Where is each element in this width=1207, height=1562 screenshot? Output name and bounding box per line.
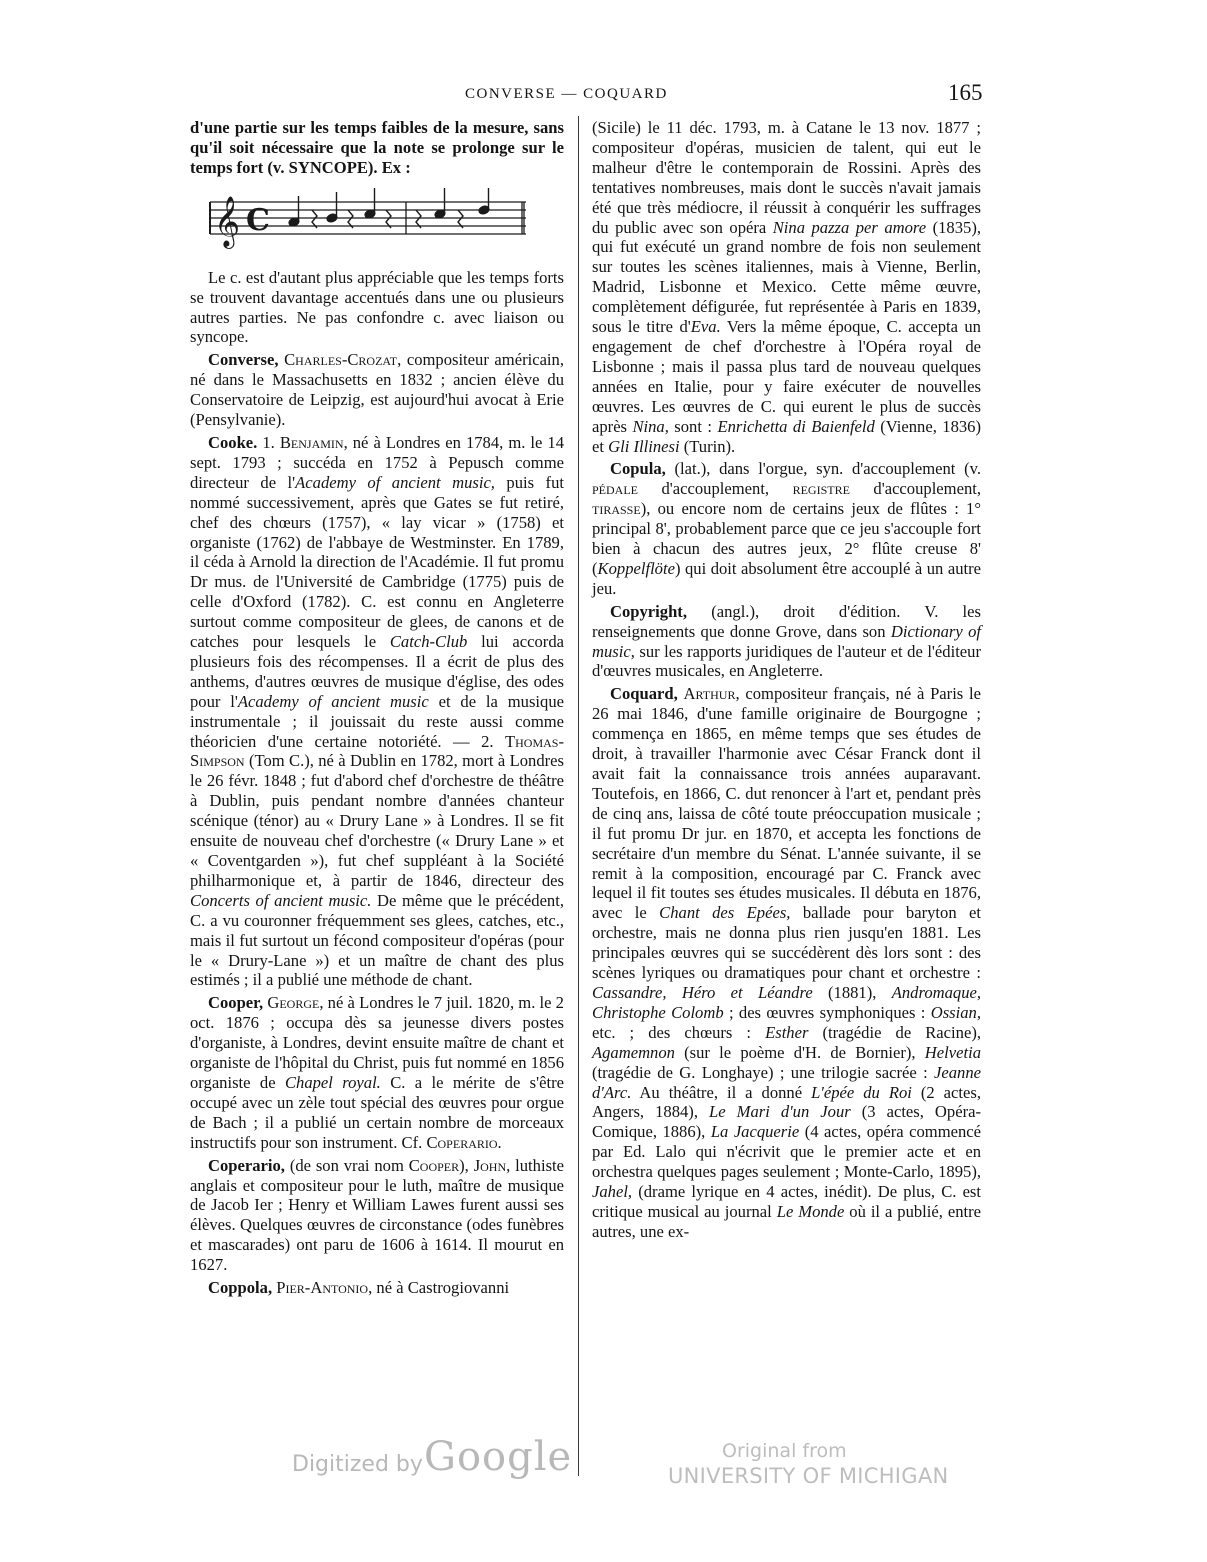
right-column: [592, 118, 981, 1245]
entry-text: sur les rapports juridiques de l'auteur et de l'éditeur d'œuvres musicales, en Angleterre.: [592, 641, 981, 681]
digitized-by-text: Digitized by: [292, 1452, 423, 1477]
accent-paragraph: Le c. est d'autant plus appréciable que les temps forts se trouvent davantage accentués dans une ou plusieurs autres parties. Ne pas confondre c. avec liaison ou syncope.: [190, 267, 564, 347]
entry-copula: [592, 459, 981, 598]
google-logo: Google: [424, 1434, 573, 1480]
headword: Coquard,: [610, 684, 678, 704]
entry-text: (angl.), droit d'édition. V. les renseignements que donne Grove, dans son: [592, 601, 981, 641]
work-title: Enrichetta di Baienfeld: [717, 416, 875, 436]
music-staff-icon: [208, 188, 526, 252]
entry-text: compositeur français, né à Paris le 26 mai 1846, d'une famille originaire de Bourgogne ; commença en 1865, en même temps que ses études de droit, à travailler l'harmonie avec César Franck dont il avait fait la connaissance trois années auparavant. Toutefois, en 1866, C. dut renoncer à l'art et, pendant près de cinq ans, laissa de côté toute préoccupation musicale ; il fut promu Dr jur. en 1870, et accepta les fonctions de secrétaire d'un membre du Sénat. L'année suivante, il se remit à la composition, encouragé par C. Franck avec lequel il fit toutes ses études musicales. Il débuta en 1876, avec le: [592, 684, 981, 923]
work-title: Dictionary of music,: [592, 621, 981, 661]
entry-copyright: [592, 602, 981, 682]
work-title: Academy of ancient music: [237, 691, 429, 711]
entry-text: (tragédie de Racine),: [808, 1022, 981, 1042]
cross-reference: tirasse: [592, 499, 641, 519]
headword: Copyright,: [610, 601, 687, 621]
cross-reference: pédale: [592, 479, 638, 499]
entry-text: 1.: [257, 432, 280, 452]
work-title: Cassandre, Héro et Léandre: [592, 982, 813, 1002]
entry-text: compositeur américain, né dans le Massachusetts en 1832 ; ancien élève du Conservatoire de Leipzig, est aujourd'hui avocat à Erie (Pensylvanie).: [190, 350, 564, 430]
entry-text: ), ou encore nom de certains jeux de flûtes : 1° principal 8', probablement parce que ce jeu s'accouple fort bien à chacun des autres jeux, 2° flûte creuse 8' (: [592, 499, 981, 578]
entry-text: ) qui doit absolument être accouplé à un autre jeu.: [592, 558, 981, 598]
entry-text: luthiste anglais et compositeur pour le luth, maître de musique de Jacob Ier ; Henry et William Lawes furent aussi ses élèves. Quelques œuvres de circonstance (odes funèbres et mascarades) ont paru de 1606 à 1614. Il mourut en 1627.: [190, 1155, 564, 1275]
syncope-text: d'une partie sur les temps faibles de la mesure, sans qu'il soit nécessaire que la note se prolonge sur le temps fort (v. SYNCOPE). Ex :: [190, 118, 564, 177]
column-divider: [578, 116, 579, 1476]
running-title: CONVERSE — COQUARD: [465, 86, 668, 102]
cross-reference: Coperario.: [426, 1132, 502, 1152]
svg-text:C: C: [246, 202, 270, 238]
headword: Coperario,: [208, 1155, 285, 1175]
entry-text: (drame lyrique en 4 actes, inédit). De plus, C. est critique musical au journal: [592, 1182, 981, 1221]
work-title: Jeanne d'Arc.: [592, 1062, 981, 1102]
entry-text: (Vienne, 1836) et: [592, 416, 982, 456]
work-title: La Jacquerie: [710, 1122, 800, 1142]
entry-text: (3 actes, Opéra-Comique, 1886),: [592, 1102, 981, 1142]
work-title: L'épée du Roi: [811, 1082, 912, 1102]
entry-cooper: [190, 993, 564, 1152]
digitization-footer: [0, 1434, 1207, 1500]
headword: Coppola,: [208, 1278, 273, 1298]
person-name: Pier-Antonio,: [276, 1278, 373, 1298]
entry-coppola-continued: [592, 118, 981, 456]
work-title: Nina pazza per amore: [772, 217, 927, 237]
entry-text: ballade pour baryton et orchestre, mais ne donna plus rien jusqu'en 1881. Les principales œuvres qui se succédèrent dès lors sont : des scènes lyriques ou dramatiques pour chant et orchestre :: [592, 903, 981, 983]
music-example: [190, 182, 564, 262]
headword: Copula,: [610, 459, 666, 479]
work-title: Le Monde: [776, 1201, 845, 1221]
work-title: Concerts of ancient music.: [190, 890, 372, 910]
work-title: Jahel,: [592, 1182, 633, 1202]
work-title: Helvetia: [924, 1042, 981, 1062]
entry-text: (1835), qui fut exécuté un grand nombre de fois non seulement sur toutes les scènes italiennes, mais à Vienne, Berlin, Madrid, Lisbonne et Mexico. Cette même œuvre, complètement défigurée, fut représentée à Paris en 1839, sous le titre d': [592, 217, 981, 337]
work-title: Chant des Epées,: [659, 903, 791, 923]
syncope-paragraph: [190, 118, 564, 178]
entry-text: De même que le précédent, C. a vu couronner fréquemment ses glees, catches, etc., mais il fut surtout un fécond compositeur d'opéras (pour le « Drury-Lane ») et un maître de chant des plus estimés ; il a publié une méthode de chant.: [190, 890, 564, 990]
entry-text: d'accouplement,: [849, 479, 981, 499]
headword: Cooper,: [208, 993, 264, 1013]
person-name: Charles-Crozat,: [284, 350, 402, 370]
work-title: Academy of ancient music,: [295, 472, 495, 492]
entry-text: ; des œuvres symphoniques :: [723, 1002, 931, 1022]
entry-text: (1881),: [812, 982, 892, 1002]
work-title: Koppelflöte: [597, 558, 675, 578]
work-title: Chapel royal.: [284, 1072, 381, 1092]
entry-text: lui accorda plusieurs fois des récompenses. Il a écrit de plus des anthems, d'autres œuvres de musique d'église, des odes pour l': [190, 632, 564, 711]
work-title: Catch-Club: [389, 632, 468, 652]
entry-coquard: [592, 684, 981, 1241]
entry-text: d'accouplement,: [638, 479, 793, 499]
entry-text: (de son vrai nom: [284, 1155, 409, 1175]
entry-text: Au théâtre, il a donné: [631, 1082, 812, 1102]
headword: Converse,: [208, 350, 279, 370]
page-header: [190, 80, 990, 112]
cross-reference: registre: [792, 479, 850, 499]
svg-text:𝄞: 𝄞: [214, 195, 241, 247]
entry-text: C. a le mérite de s'être occupé avec un zèle tout spécial des œuvres pour orgue de Bach ; il a publié un certain nombre de morceaux instructifs pour son instrument. Cf.: [190, 1072, 564, 1152]
entry-text: (sur le poème d'H. de Bornier),: [674, 1042, 925, 1062]
work-title: Eva.: [690, 317, 721, 337]
entry-text: ),: [459, 1155, 474, 1175]
person-name: John,: [473, 1155, 511, 1175]
person-name: Arthur,: [683, 684, 740, 704]
entry-text: né à Castrogiovanni: [372, 1278, 510, 1298]
entry-coppola: [190, 1278, 564, 1298]
entry-text: (lat.), dans l'orgue, syn. d'accouplement (v.: [665, 459, 981, 479]
entry-text: (Turin).: [679, 436, 736, 456]
entry-text: où il a publié, entre autres, une ex-: [592, 1201, 981, 1241]
work-title: Agamemnon: [592, 1042, 675, 1062]
entry-converse: [190, 350, 564, 430]
person-name: Thomas-Simpson: [190, 731, 564, 771]
entry-text: (2 actes, Angers, 1884),: [592, 1082, 981, 1122]
work-title: Andromaque, Christophe Colomb: [592, 982, 982, 1022]
headword: Cooke.: [208, 432, 258, 452]
entry-text: né à Londres le 7 juil. 1820, m. le 2 oct. 1876 ; occupa dès sa jeunesse divers postes d'organiste, à Londres, devint ensuite maître de chant et organiste de l'hôpital du Christ, puis fut nommé en 1856 organiste de: [190, 993, 564, 1092]
work-title: Le Mari d'un Jour: [709, 1102, 851, 1122]
person-name: George,: [267, 993, 324, 1013]
entry-text: Vers la même époque, C. accepta un engagement de chef d'orchestre à l'Opéra royal de Lisbonne ; mais il passa plus tard de nouveau quelques années en Italie, pour y faire exécuter de nouvelles œuvres. Les œuvres de C. qui eurent le plus de succès après: [592, 317, 981, 436]
entry-text: né à Londres en 1784, m. le 14 sept. 1793 ; succéda en 1752 à Pepusch comme directeur de l': [190, 432, 564, 492]
entry-coperario: [190, 1156, 564, 1275]
entry-text: et de la musique instrumentale ; il jouissait du reste aussi comme théoricien d'une certaine notoriété. — 2.: [190, 691, 564, 751]
entry-text: (Tom C.), né à Dublin en 1782, mort à Londres le 26 févr. 1848 ; fut d'abord chef d'orchestre de théâtre à Dublin, puis pendant nombre d'années chanteur scénique (ténor) au « Drury Lane » à Londres. Il se fit ensuite de nouveau chef d'orchestre (« Drury Lane » et « Coventgarden »), fut chef suppléant à la Société philharmonique et, à partir de 1846, directeur des: [190, 751, 564, 890]
university-name: UNIVERSITY OF MICHIGAN: [668, 1464, 949, 1488]
work-title: Gli Illinesi: [608, 436, 680, 456]
entry-cooke: [190, 433, 564, 990]
work-title: Ossian,: [930, 1002, 981, 1022]
person-name: Benjamin,: [279, 432, 348, 452]
entry-text: etc. ; des chœurs :: [592, 1022, 766, 1042]
entry-text: puis fut nommé successivement, après que Gates se fut retiré, chef des chœurs (1757), « lay vicar » (1758) et organiste (1762) de l'abbaye de Westminster. En 1789, il céda à Arnold la direction de l'Académie. Il fut promu Dr mus. de l'Université de Cambridge (1775) puis de celle d'Oxford (1782). C. est connu en Angleterre surtout comme compositeur de glees, de canons et de catches pour lesquels le: [190, 472, 564, 652]
page-number: 165: [948, 80, 983, 105]
entry-text: (4 actes, opéra commencé par Ed. Lalo qui n'écrivit que le premier acte et en orchestra quelques pages seulement ; Monte-Carlo, 1895),: [592, 1122, 981, 1182]
left-column: [190, 118, 564, 1301]
work-title: Esther: [765, 1022, 809, 1042]
entry-text: sont :: [668, 416, 718, 436]
original-from-text: Original from: [722, 1440, 847, 1462]
person-name: Cooper: [408, 1155, 460, 1175]
work-title: Nina,: [632, 416, 669, 436]
entry-text: (Sicile) le 11 déc. 1793, m. à Catane le 13 nov. 1877 ; compositeur d'opéras, musicien de talent, qui eut le malheur d'être le contemporain de Rossini. Après des tentatives nombreuses, mais dont le succès n'avait jamais été que très médiocre, il réussit à conquérir les suffrages du public avec son opéra: [592, 118, 981, 237]
entry-text: (tragédie de G. Longhaye) ; une trilogie sacrée :: [592, 1062, 934, 1082]
